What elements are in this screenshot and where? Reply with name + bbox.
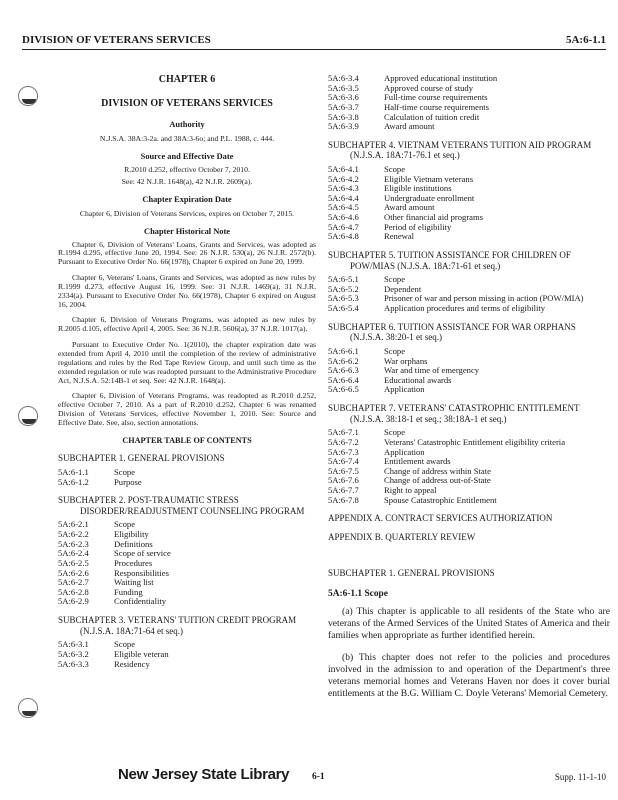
toc-item-number: 5A:6-4.1 — [328, 163, 359, 174]
toc-item — [58, 530, 316, 540]
toc-item-title: Scope of service — [114, 548, 171, 559]
toc-item-number: 5A:6-4.8 — [328, 231, 359, 242]
toc-item-title: Definitions — [114, 538, 153, 549]
appendix-heading: APPENDIX B. QUARTERLY REVIEW — [328, 531, 476, 542]
toc-item — [58, 540, 316, 550]
toc-item-number: 5A:6-3.6 — [328, 92, 359, 103]
toc-item-title: Scope — [114, 519, 136, 530]
toc-item — [328, 438, 610, 448]
right-column — [328, 74, 610, 709]
toc-item-number: 5A:6-4.3 — [328, 183, 359, 194]
toc-item — [328, 175, 610, 185]
section-paragraph-a: (a) This chapter is applicable to all residents of the State who are veterans of the Armed Services of the United States of America and their families when appropriate as further identified herein. — [328, 606, 610, 641]
historical-note-paragraph: Chapter 6, Division of Veterans Programs, was readopted as R.2010 d.252, effective October 7, 2010. As a part of R.2010 d.252, Chapter 6 was renamed Division of Veterans Services, effective November 1, 2010. See: Source and Effective Date. See, also, section annotations. — [58, 391, 316, 427]
toc-item-title: Funding — [114, 586, 143, 597]
toc-item-title: Purpose — [114, 476, 142, 487]
section-title: 5A:6-1.1 Scope — [328, 589, 388, 600]
toc-item-title: Approved course of study — [384, 82, 474, 93]
toc-item-number: 5A:6-2.2 — [58, 529, 89, 540]
toc-item — [328, 304, 610, 314]
toc-item-title: Full-time course requirements — [384, 92, 488, 103]
library-watermark: New Jersey State Library — [118, 766, 290, 783]
toc-item-number: 5A:6-7.2 — [328, 436, 359, 447]
toc-item-number: 5A:6-5.3 — [328, 293, 359, 304]
toc-item-title: Change of address out-of-State — [384, 475, 491, 486]
subchapter-heading: SUBCHAPTER 4. VIETNAM VETERANS TUITION AID PROGRAM (N.J.S.A. 18A:71-76.1 et seq.) — [328, 139, 592, 161]
toc-item-number: 5A:6-5.4 — [328, 303, 359, 314]
toc-item-number: 5A:6-2.9 — [58, 596, 89, 607]
toc-item-number: 5A:6-3.1 — [58, 639, 89, 650]
running-header — [22, 26, 606, 50]
binder-hole-icon — [18, 86, 40, 108]
toc-item — [58, 478, 316, 488]
toc-item-number: 5A:6-6.3 — [328, 365, 359, 376]
authority-heading: Authority — [169, 119, 205, 129]
toc-item — [58, 569, 316, 579]
toc-item — [328, 448, 610, 458]
section-paragraph-b: (b) This chapter does not refer to the policies and procedures involved in the admission to and operation of the Department's three veterans memorial homes and Veterans Haven nor does it cover burial entitlements at the B.G. William C. Doyle Veterans' Memorial Cemetery. — [328, 651, 610, 699]
chapter-title: DIVISION OF VETERANS SERVICES — [101, 97, 273, 109]
toc-list — [58, 640, 316, 669]
toc-item-title: Eligible veteran — [114, 648, 169, 659]
toc-item — [328, 275, 610, 285]
toc-item — [58, 578, 316, 588]
toc-item-number: 5A:6-3.5 — [328, 82, 359, 93]
toc-item-title: Spouse Catastrophic Entitlement — [384, 494, 497, 505]
appendix-heading: APPENDIX A. CONTRACT SERVICES AUTHORIZATION — [328, 513, 553, 524]
toc-item-title: Scope — [114, 467, 136, 477]
source-text: See: 42 N.J.R. 1648(a), 42 N.J.R. 2609(a). — [121, 176, 253, 186]
subchapter-heading: SUBCHAPTER 2. POST-TRAUMATIC STRESS DISORDER/READJUSTMENT COUNSELING PROGRAM — [58, 495, 305, 516]
page-footer — [22, 766, 606, 790]
toc-item-number: 5A:6-3.8 — [328, 111, 359, 122]
toc-item-title: Application — [384, 446, 425, 457]
toc-item-number: 5A:6-2.6 — [58, 567, 89, 578]
toc-item-number: 5A:6-1.1 — [58, 467, 89, 477]
toc-item-number: 5A:6-5.1 — [328, 274, 359, 285]
left-column — [58, 74, 316, 669]
toc-item — [58, 468, 316, 478]
toc-item-title: Half-time course requirements — [384, 101, 489, 112]
toc-item — [58, 660, 316, 670]
toc-list — [328, 275, 610, 314]
toc-item-title: War orphans — [384, 355, 428, 366]
toc-item-title: Application procedures and terms of eligibility — [384, 303, 546, 314]
toc-item-number: 5A:6-5.2 — [328, 283, 359, 294]
header-title: DIVISION OF VETERANS SERVICES — [22, 34, 211, 46]
chapter-number: CHAPTER 6 — [158, 74, 216, 85]
toc-item-title: Veterans' Catastrophic Entitlement eligibility criteria — [384, 436, 566, 447]
subchapter-heading: SUBCHAPTER 7. VETERANS' CATASTROPHIC ENTITLEMENT (N.J.S.A. 38:18-1 et seq.; 38:18A-1 et seq.) — [328, 403, 580, 424]
toc-item — [328, 232, 610, 242]
toc-item-title: Confidentiality — [114, 596, 167, 607]
toc-item-number: 5A:6-6.1 — [328, 345, 359, 356]
toc-item-number: 5A:6-4.4 — [328, 192, 359, 203]
toc-item — [328, 347, 610, 357]
toc-item-title: Educational awards — [384, 374, 452, 385]
toc-item-title: Eligible institutions — [384, 183, 452, 194]
toc-item-title: Scope — [384, 345, 406, 356]
toc-item-title: Period of eligibility — [384, 221, 452, 232]
toc-item-title: Undergraduate enrollment — [384, 192, 475, 203]
toc-list — [58, 468, 316, 487]
historical-note-paragraph: Chapter 6, Division of Veterans' Loans, Grants and Services, was adopted as R.1994 d.295, effective June 20, 1994. See: 26 N.J.R. 530(a), 26 N.J.R. 2572(b). Pursuant to Executive Order No. 66(1978), Chapter 6 expired on June 20, 1999. — [58, 239, 316, 267]
toc-item-title: Scope — [114, 639, 136, 650]
toc-item — [328, 213, 610, 223]
toc-item-title: Procedures — [114, 557, 153, 568]
toc-list — [328, 165, 610, 242]
toc-item — [58, 650, 316, 660]
toc-item-title: Eligibility — [114, 529, 149, 540]
toc-item-title: Scope — [384, 427, 406, 438]
header-section-ref: 5A:6-1.1 — [565, 34, 606, 46]
toc-item-number: 5A:6-7.1 — [328, 427, 359, 438]
toc-list — [58, 520, 316, 607]
toc-list — [328, 428, 610, 505]
toc-item-number: 5A:6-7.5 — [328, 465, 359, 476]
toc-item — [58, 520, 316, 530]
historical-note-paragraph: Chapter 6, Veterans' Loans, Grants and Services, was adopted as new rules by R.1999 d.273, effective August 16, 1999. See: 31 N.J.R. 1469(a), 31 N.J.R. 2334(a). Pursuant to Executive Order No. 66(1978), Chapter 6 expired on August 16, 2004. — [58, 273, 316, 309]
toc-item — [328, 113, 610, 123]
binder-hole-icon — [18, 698, 40, 720]
toc-item-number: 5A:6-3.7 — [328, 101, 359, 112]
toc-list — [328, 74, 610, 132]
toc-item-number: 5A:6-3.9 — [328, 121, 359, 132]
toc-item-number: 5A:6-2.7 — [58, 577, 89, 588]
supplement-date: Supp. 11-1-10 — [554, 772, 606, 782]
toc-item-title: Right to appeal — [384, 485, 437, 495]
toc-item-number: 5A:6-2.3 — [58, 538, 89, 549]
toc-item-title: Application — [384, 384, 425, 395]
body-subchapter-heading: SUBCHAPTER 1. GENERAL PROVISIONS — [328, 568, 495, 579]
toc-item-number: 5A:6-7.6 — [328, 475, 359, 486]
toc-item — [328, 122, 610, 132]
toc-item-number: 5A:6-3.2 — [58, 648, 89, 659]
toc-item — [58, 597, 316, 607]
toc-item-number: 5A:6-3.4 — [328, 73, 359, 83]
toc-item-title: Dependent — [384, 283, 422, 294]
subchapter-heading: SUBCHAPTER 3. VETERANS' TUITION CREDIT PROGRAM (N.J.S.A. 18A:71-64 et seq.) — [58, 615, 297, 636]
toc-item-number: 5A:6-3.3 — [58, 658, 89, 669]
toc-item-number: 5A:6-7.3 — [328, 446, 359, 457]
toc-item-title: Scope — [384, 163, 406, 174]
historical-note-heading: Chapter Historical Note — [144, 226, 230, 236]
toc-list — [328, 347, 610, 395]
toc-item-title: Calculation of tuition credit — [384, 111, 480, 122]
toc-item-title: Other financial aid programs — [384, 212, 484, 223]
toc-item-number: 5A:6-7.4 — [328, 456, 359, 467]
toc-item-number: 5A:6-2.8 — [58, 586, 89, 597]
subchapter-heading: SUBCHAPTER 6. TUITION ASSISTANCE FOR WAR ORPHANS (N.J.S.A. 38:20-1 et seq.) — [328, 321, 576, 343]
subchapter-heading: SUBCHAPTER 1. GENERAL PROVISIONS — [58, 453, 225, 464]
historical-note-paragraph: Pursuant to Executive Order No. 1(2010), the chapter expiration date was extended from April 4, 2010 until the completion of the review of administrative regulations and rules by the Red Tape Review Group, and until such time as the extended regulation or rule was readopted pursuant to the Administrative Procedure Act, N.J.S.A. 52:14B-1 et seq. See: 42 N.J.R. 1648(a). — [58, 340, 316, 385]
toc-item — [58, 559, 316, 569]
toc-item-title: Scope — [384, 274, 406, 285]
toc-item-title: Eligible Vietnam veterans — [384, 173, 474, 184]
toc-item-number: 5A:6-4.5 — [328, 202, 359, 213]
toc-item-title: Award amount — [384, 202, 435, 213]
toc-item — [328, 223, 610, 233]
toc-item-number: 5A:6-7.8 — [328, 494, 359, 505]
toc-item-title: Award amount — [384, 121, 435, 132]
toc-item — [328, 476, 610, 486]
toc-item — [58, 588, 316, 598]
toc-item — [58, 640, 316, 650]
page-number: 6-1 — [312, 772, 325, 782]
toc-item-title: Approved educational institution — [384, 73, 498, 83]
toc-item — [328, 376, 610, 386]
toc-item-number: 5A:6-7.7 — [328, 485, 359, 495]
toc-item-title: Change of address within State — [384, 465, 491, 476]
toc-item-title: Residency — [114, 658, 150, 669]
toc-item-number: 5A:6-2.1 — [58, 519, 89, 530]
toc-item-number: 5A:6-4.6 — [328, 212, 359, 223]
toc-item — [58, 549, 316, 559]
expiration-text: Chapter 6, Division of Veterans Services, expires on October 7, 2015. — [79, 208, 295, 218]
toc-item — [328, 496, 610, 506]
toc-item-number: 5A:6-2.4 — [58, 548, 89, 559]
toc-item-number: 5A:6-4.2 — [328, 173, 359, 184]
toc-item-title: Entitlement awards — [384, 456, 451, 467]
toc-item-title: Responsibilities — [114, 567, 169, 578]
toc-item-title: Renewal — [384, 231, 415, 242]
toc-item-number: 5A:6-1.2 — [58, 476, 89, 487]
expiration-heading: Chapter Expiration Date — [142, 194, 232, 204]
authority-text: N.J.S.A. 38A:3-2a. and 38A:3-6o; and P.L. 1988, c. 444. — [99, 133, 275, 143]
toc-item-title: Waiting list — [114, 577, 154, 588]
binder-hole-icon — [18, 406, 40, 428]
toc-item — [328, 194, 610, 204]
source-text: R.2010 d.252, effective October 7, 2010. — [124, 165, 250, 175]
toc-item-number: 5A:6-4.7 — [328, 221, 359, 232]
source-heading: Source and Effective Date — [140, 151, 234, 161]
toc-item — [328, 366, 610, 376]
toc-item-number: 5A:6-6.2 — [328, 355, 359, 366]
toc-item-title: Prisoner of war and person missing in action (POW/MIA) — [384, 293, 584, 304]
toc-item-title: War and time of emergency — [384, 365, 480, 376]
toc-title: CHAPTER TABLE OF CONTENTS — [122, 435, 252, 445]
toc-item-number: 5A:6-2.5 — [58, 557, 89, 568]
historical-note-paragraph: Chapter 6, Division of Veterans Programs, was adopted as new rules by R.2005 d.105, effective April 4, 2005. See: 36 N.J.R. 5606(a), 37 N.J.R. 1017(a). — [58, 315, 316, 334]
toc-item-number: 5A:6-6.5 — [328, 384, 359, 395]
toc-item-number: 5A:6-6.4 — [328, 374, 359, 385]
subchapter-heading: SUBCHAPTER 5. TUITION ASSISTANCE FOR CHILDREN OF POW/MIAS (N.J.S.A. 18A:71-61 et seq.) — [328, 249, 571, 271]
toc-item — [328, 385, 610, 395]
